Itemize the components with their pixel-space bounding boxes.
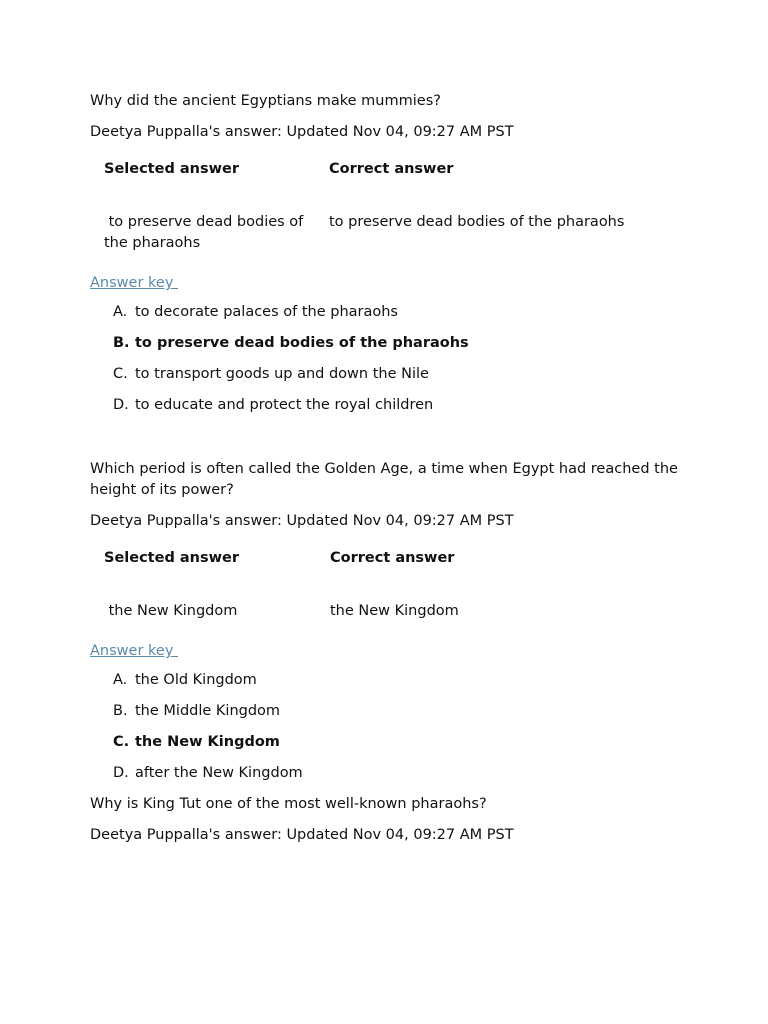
correct-answer-header: Correct answer (329, 161, 454, 177)
option-text: the Old Kingdom (135, 672, 257, 688)
answer-key-link[interactable]: Answer key (90, 643, 179, 659)
selected-answer-header: Selected answer (104, 550, 239, 566)
question-block (90, 794, 690, 846)
correct-answer-value: to preserve dead bodies of the pharaohs (329, 214, 625, 230)
option-text: to decorate palaces of the pharaohs (135, 304, 398, 320)
option-item (113, 364, 690, 385)
option-text: to transport goods up and down the Nile (135, 366, 429, 382)
quiz-document (90, 91, 690, 846)
option-letter: D. (113, 397, 129, 413)
answer-meta: Deetya Puppalla's answer: Updated Nov 04, 09:27 AM PST (90, 124, 514, 140)
answer-key-link[interactable]: Answer key (90, 275, 179, 291)
answer-table (98, 550, 459, 622)
option-text: to preserve dead bodies of the pharaohs (135, 335, 469, 351)
option-text: after the New Kingdom (135, 765, 303, 781)
option-item (113, 763, 690, 784)
selected-answer-value: to preserve dead bodies of the pharaohs (104, 214, 308, 251)
option-item-correct (113, 732, 690, 753)
option-letter: A. (113, 672, 128, 688)
answer-table (98, 161, 624, 254)
selected-answer-header: Selected answer (104, 161, 239, 177)
option-text: to educate and protect the royal children (135, 397, 434, 413)
option-letter: D. (113, 765, 129, 781)
question-block (90, 459, 690, 784)
selected-answer-value: the New Kingdom (104, 603, 238, 619)
option-item (113, 302, 690, 323)
answer-meta: Deetya Puppalla's answer: Updated Nov 04, 09:27 AM PST (90, 827, 514, 843)
option-item (113, 395, 690, 416)
option-item (113, 670, 690, 691)
option-item (113, 701, 690, 722)
question-block (90, 91, 690, 416)
options-list (90, 302, 690, 416)
option-item-correct (113, 333, 690, 354)
option-text: the New Kingdom (135, 734, 280, 750)
options-list (90, 670, 690, 784)
option-text: the Middle Kingdom (135, 703, 281, 719)
question-text: Why did the ancient Egyptians make mummies? (90, 93, 441, 109)
question-text: Which period is often called the Golden Age, a time when Egypt had reached the height of its power? (90, 461, 678, 498)
option-letter: C. (113, 366, 128, 382)
option-letter: A. (113, 304, 128, 320)
option-letter: B. (113, 703, 128, 719)
question-text: Why is King Tut one of the most well-known pharaohs? (90, 796, 487, 812)
correct-answer-header: Correct answer (330, 550, 455, 566)
correct-answer-value: the New Kingdom (330, 603, 459, 619)
option-letter: C. (113, 734, 130, 750)
option-letter: B. (113, 335, 130, 351)
answer-meta: Deetya Puppalla's answer: Updated Nov 04, 09:27 AM PST (90, 513, 514, 529)
